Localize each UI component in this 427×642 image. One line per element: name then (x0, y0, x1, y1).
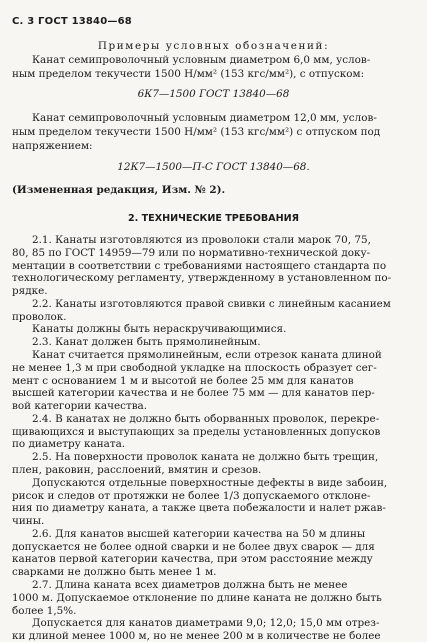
body-line: ментации в соответствии с требованиями настоящего стандарта по (12, 259, 387, 272)
edition-note: (Измененная редакция, Изм. № 2). (12, 184, 226, 196)
body-line: сварками не должно быть менее 1 м. (12, 566, 217, 579)
body-line: 2.4. В канатах не должно быть оборванных проволок, перекре- (32, 412, 380, 425)
body-line: технологическому регламенту, утвержденному в установленном по- (12, 272, 392, 285)
section-title: 2. ТЕХНИЧЕСКИЕ ТРЕБОВАНИЯ (127, 213, 300, 224)
body-line: рисок и следов от протяжки не более 1/3 допускаемого отклоне- (12, 489, 371, 502)
body-line: Допускаются отдельные поверхностные дефекты в виде забоин, (32, 476, 388, 489)
body-line: 1000 м. Допускаемое отклонение по длине каната не должно быть (12, 591, 382, 604)
body-line: чины. (12, 515, 45, 527)
body-line: канатов первой категории качества, при этом расстояние между (12, 553, 373, 566)
body-line: не менее 1,3 м при свободной укладке на плоскость образует сег- (12, 361, 377, 374)
body-line: более 1,5%. (12, 604, 77, 617)
body-line: плен, раковин, расслоений, вмятин и срезов. (12, 463, 262, 476)
body-line: 2.5. На поверхности проволок каната не должно быть трещин, (32, 451, 379, 464)
example-2-line-1: Канат семипроволочный условным диаметром 12,0 мм, услов- (32, 112, 377, 124)
body-line: 2.7. Длина каната всех диаметров должна быть не менее (32, 578, 348, 591)
body-line: 2.6. Для канатов высшей категории качества на 50 м длины (32, 527, 366, 540)
body-line: 80, 85 по ГОСТ 14959—79 или по нормативно-технической доку- (12, 246, 371, 259)
body-line: щивающихся и выступающих за пределы установленных допусков (12, 425, 381, 438)
body-line: ки длиной менее 1000 м, но не менее 200 м в количестве не более (12, 630, 381, 642)
body-line: ния по диаметру каната, а также цвета побежалости и налет ржав- (12, 502, 386, 515)
body-line: мент с основанием 1 м и высотой не более 25 мм для канатов (12, 374, 354, 387)
body-line: Канат считается прямолинейным, если отрезок каната длиной (32, 349, 382, 361)
example-2-line-2: ным пределом текучести 1500 Н/мм² (153 кгс/мм²) с отпуском под (12, 126, 381, 138)
body-line: 2.2. Канаты изготовляются правой свивки с линейным касанием (32, 297, 391, 310)
body-line: Канаты должны быть нераскручивающимися. (32, 323, 287, 336)
body-line: проволок. (12, 310, 67, 323)
body-line: высшей категории качества и не более 75 мм — для канатов пер- (12, 387, 375, 400)
page-header: С. 3 ГОСТ 13840—68 (12, 16, 132, 27)
example-1-line-1: Канат семипроволочный условным диаметром 6,0 мм, услов- (32, 54, 371, 66)
example-2-line-3: напряжением: (12, 140, 93, 152)
body-line: допускается не более одной сварки и не более двух сварок — для (12, 540, 375, 553)
example-2-code: 12К7—1500—П-С ГОСТ 13840—68. (117, 161, 310, 173)
body-line: 2.1. Канаты изготовляются из проволоки стали марок 70, 75, (32, 234, 371, 246)
example-1-line-2: ным пределом текучести 1500 Н/мм² (153 кгс/мм²), с отпуском: (12, 68, 365, 80)
body-line: Допускается для канатов диаметрами 9,0; 12,0; 15,0 мм отрез- (32, 617, 380, 630)
body-line: по диаметру каната. (12, 438, 126, 451)
body-line: вой категории качества. (12, 400, 148, 413)
examples-title: Примеры условных обозначений: (97, 40, 330, 52)
example-1-code: 6К7—1500 ГОСТ 13840—68 (137, 88, 290, 100)
body-line: рядке. (12, 285, 48, 298)
body-line: 2.3. Канат должен быть прямолинейным. (32, 336, 261, 349)
